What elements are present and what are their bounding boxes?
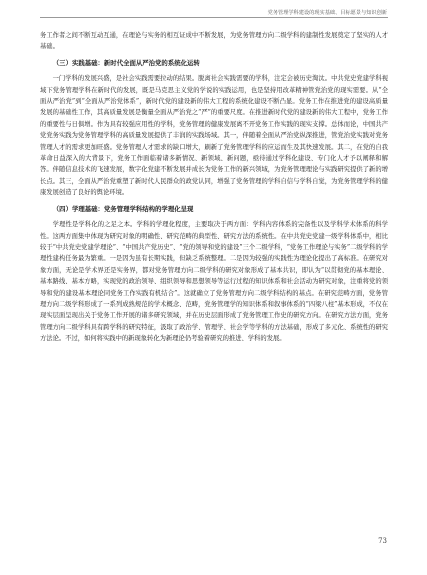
paragraph: 学理性是学科化的之足之本。学科的学理化程度，主要取决于两方面：学科内容体系的完备性以及学科学术体系的科学性。这两方面集中体现为研究对象的明确性、研究范畴的典型性、研究方法的系统性。在中共党史党建一级学科体系中，相比较于“中共党史党建学理论”、“中国共产党历史”、“党的领导和党的建设”三个二级学科，“党务工作理论与实务”二级学科的学理性建构任务最为繁重。一是因为虽有长期实践，但缺乏系统整理。二是因为较强的实践性为理论化提出了高标准。在研究对象方面，无论是学术界还是实务界，都对党务管理方向二级学科的研究对象形成了基本共识，即认为“以贯彻党的基本理论、基本路线、基本方略，实现党的政治领导、组织领导和思想领导等运行过程的知识体系和社会活动为研究对象，注重将党的领导和党的建设基本理论同党务工作实践有机结合”。这就确立了党务管理方向二级学科结构的基点。在研究范畴方面，党务管理方向二级学科形成了一系列成熟规范的学术概念、范畴，党务管理学的知识体系和叙事体系的“四梁八柱”基本形成，不仅在现实层面呈现出关于党务工作开展的诸多研究领域，并在历史层面形成了党务管理工作史的研究方向。在研究方法方面，党务管理方向二级学科具有跨学科的研究特征，汲取了政治学、管理学、社会学等学科的方法基础，形成了多元化、系统性的研究方法论。不过，如何将实践中的新现象转化为新理论仍考验着研究的推进、学科的发展。 xyxy=(40,221,388,343)
section-heading: （三）实践基础：新时代全面从严治党的系统化运转 xyxy=(52,58,200,67)
running-header: 党务管理学科建设的现实基础、目标愿景与知识创新 xyxy=(267,10,387,16)
section-heading: （四）学理基础：党务管理学科结构的学理化呈现 xyxy=(52,204,194,213)
page-number: 73 xyxy=(378,537,387,545)
paragraph: 一门学科的发展兴盛，是社会实践需要拉动的结果。脱离社会实践需要的学科，注定会被历史淘汰。中共党史党建学科视域下党务管理学科在新时代的发展，既是马克思主义党的学说的实践运用，也是坚持用改革精神管党治党的现实需要。从“全面从严治党”到“全面从严治党体系”，新时代党的建设新的伟大工程的系统化建设不断凸显。党务工作在推进党的建设高质量发展的基础性工作，其高质量发展是衡量全面从严治党之“严”的重要尺度。在推进新时代党的建设新的伟大工程中，党务工作的重要性与日俱增。作为具有较强应用性的学科，党务管理的健康发展离不开党务工作实践的现实支撑。总体而论，中国共产党党务实践为党务管理学科的高质量发展提供了丰润的实践场域。其一，伴随着全面从严治党纵深推进，管党治党实践对党务管理人才的需求更加旺盛。党务管理人才需求的缺口增大，刷新了党务管理学科的应运而生及其快速发展。其二，在党的自我革命日益深入的大背景下，党务工作面临着诸多新情况、新领域、新问题，亟待通过学科化建设、专门化人才予以阐释和解答。伴随信息技术的飞速发展，数字化党建不断发展并成长为党务工作的新兴领域，为党务管理理论与实践研究提供了新的增长点。其三，全面从严治党重塑了新时代人民群众的政党认同，增强了党务管理的学科自信与学科自觉，为党务管理学科的健康发展创造了良好的舆论环境。 xyxy=(40,75,388,197)
article-body xyxy=(40,30,388,345)
paragraph: 务工作者之间不断互动互通，在理论与实务的相互证成中不断发展，为党务管理方向二级学科的建制性发展奠定了坚实的人才基础。 xyxy=(40,32,388,51)
header-rule xyxy=(40,17,388,18)
